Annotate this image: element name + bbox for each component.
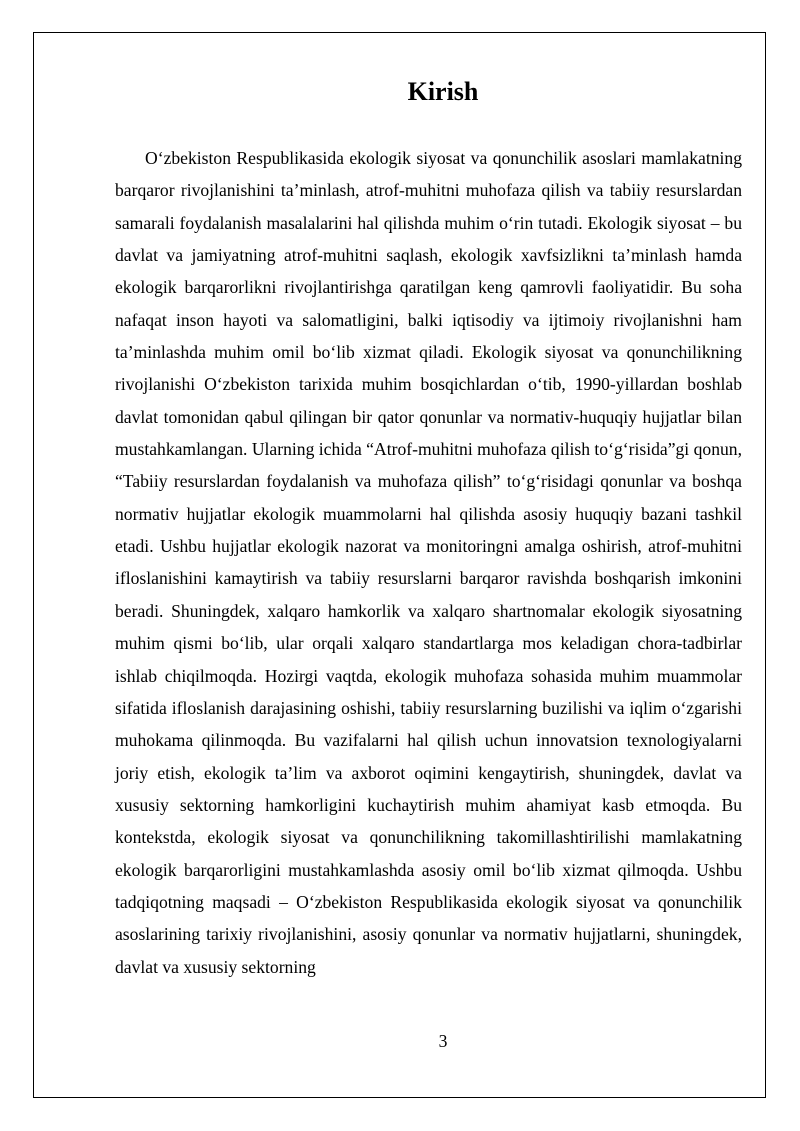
page-number: 3 [438, 1031, 448, 1051]
page-title: Kirish [407, 77, 479, 106]
body-paragraph: O‘zbekiston Respublikasida ekologik siyosat va qonunchilik asoslari mamlakatning barqaror rivojlanishini ta’minlash, atrof-muhitni muhofaza qilish va tabiiy resurslardan samarali foydalanish masalalarini hal qilishda muhim o‘rin tutadi. Ekologik siyosat – bu davlat va jamiyatning atrof-muhitni saqlash, ekologik xavfsizlikni ta’minlash hamda ekologik barqarorlikni rivojlantirishga qaratilgan keng qamrovli faoliyatidir. Bu soha nafaqat inson hayoti va salomatligini, balki iqtisodiy va ijtimoiy rivojlanishni ham ta’minlashda muhim omil bo‘lib xizmat qiladi. Ekologik siyosat va qonunchilikning rivojlanishi O‘zbekiston tarixida muhim bosqichlardan o‘tib, 1990-yillardan boshlab davlat tomonidan qabul qilingan bir qator qonunlar va normativ-huquqiy hujjatlar bilan mustahkamlangan. Ularning ichida “Atrof-muhitni muhofaza qilish to‘g‘risida”gi qonun, “Tabiiy resurslardan foydalanish va muhofaza qilish” to‘g‘risidagi qonunlar va boshqa normativ hujjatlar ekologik muammolarni hal qilishda asosiy huquqiy bazani tashkil etadi. Ushbu hujjatlar ekologik nazorat va monitoringni amalga oshirish, atrof-muhitni ifloslanishini kamaytirish va tabiiy resurslarni barqaror ravishda boshqarish imkonini beradi. Shuningdek, xalqaro hamkorlik va xalqaro shartnomalar ekologik siyosatning muhim qismi bo‘lib, ular orqali xalqaro standartlarga mos keladigan chora-tadbirlar ishlab chiqilmoqda. Hozirgi vaqtda, ekologik muhofaza sohasida muhim muammolar sifatida ifloslanish darajasining oshishi, tabiiy resurslarning buzilishi va iqlim o‘zgarishi muhokama qilinmoqda. Bu vazifalarni hal qilish uchun innovatsion texnologiyalarni joriy etish, ekologik ta’lim va axborot oqimini kengaytirish, shuningdek, davlat va xususiy sektorning hamkorligini kuchaytirish muhim ahamiyat kasb etmoqda. Bu kontekstda, ekologik siyosat va qonunchilikning takomillashtirilishi mamlakatning ekologik barqarorligini mustahkamlashda asosiy omil bo‘lib xizmat qilmoqda. Ushbu tadqiqotning maqsadi – O‘zbekiston Respublikasida ekologik siyosat va qonunchilik asoslarining tarixiy rivojlanishini, asosiy qonunlar va normativ hujjatlarni, shuningdek, davlat va xususiy sektorning [115, 148, 742, 977]
